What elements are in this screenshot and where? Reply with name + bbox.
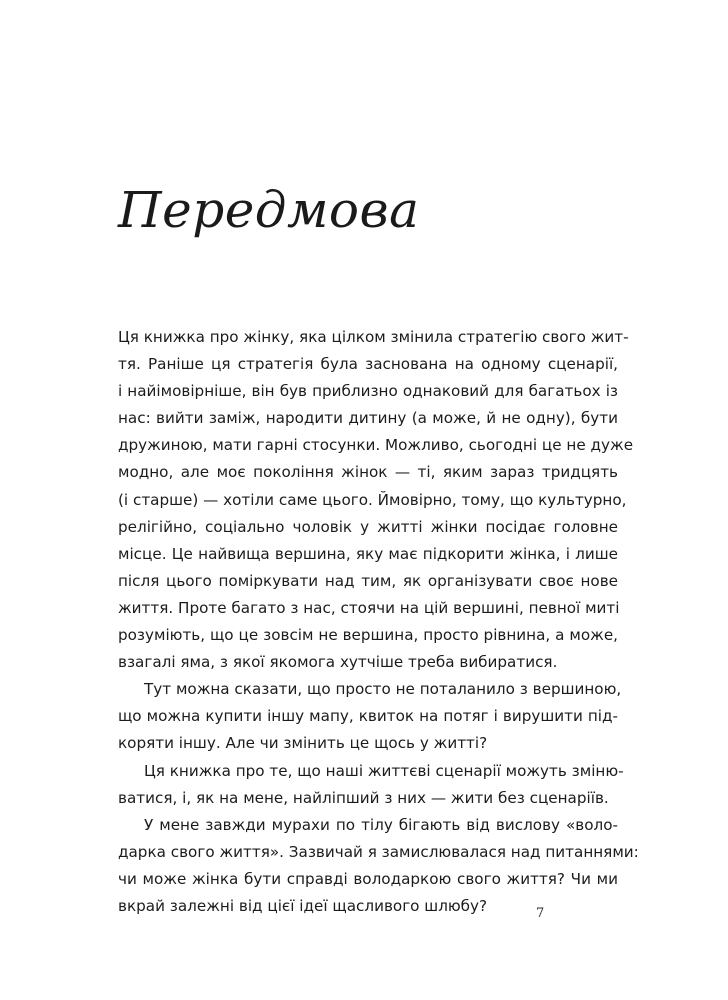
- text-line: дарка свого життя». Зазвичай я замислювалася над питаннями:: [118, 842, 639, 861]
- text-line: (і старше) — хотіли саме цього. Ймовірно, тому, що культурно,: [118, 490, 627, 509]
- text-line: модно, але моє покоління жінок — ті, яким зараз тридцять: [118, 463, 618, 482]
- text-line: після цього поміркувати над тим, як організувати своє нове: [118, 571, 618, 590]
- text-line: дружиною, мати гарні стосунки. Можливо, сьогодні це не дуже: [118, 436, 634, 455]
- text-line: розуміють, що це зовсім не вершина, просто рівнина, а може,: [118, 626, 618, 645]
- text-line: релігійно, соціально чоловік у житті жінки посідає головне: [118, 517, 618, 536]
- body-text: [118, 324, 639, 920]
- text-line: взагалі яма, з якої якомога хутчіше треба вибиратися.: [118, 653, 558, 672]
- text-line: чи може жінка бути справді володаркою свого життя? Чи ми: [118, 869, 618, 888]
- text-line: Ця книжка про жінку, яка цілком змінила стратегію свого жит-: [118, 328, 629, 346]
- text-line: нас: вийти заміж, народити дитину (а може, й не одну), бути: [118, 409, 618, 428]
- text-line: життя. Проте багато з нас, стоячи на цій вершині, певної миті: [118, 598, 620, 617]
- text-line: Ця книжка про те, що наші життєві сценарії можуть зміню-: [144, 761, 624, 780]
- text-line: коряти іншу. Але чи змінить це щось у житті?: [118, 734, 488, 753]
- text-line: вкрай залежні від цієї ідеї щасливого шлюбу?: [118, 896, 488, 915]
- page-number: 7: [536, 906, 545, 921]
- text-line: Тут можна сказати, що просто не поталанило з вершиною,: [144, 680, 622, 699]
- text-line: тя. Раніше ця стратегія була заснована на одному сценарії,: [118, 355, 618, 374]
- text-line: місце. Це найвища вершина, яку має підкорити жінка, і лише: [118, 544, 618, 563]
- chapter-title: Передмова: [118, 181, 420, 239]
- text-line: і найімовірніше, він був приблизно однаковий для багатьох із: [118, 382, 618, 401]
- text-line: ватися, і, як на мене, найліпший з них — жити без сценаріїв.: [118, 788, 609, 807]
- text-line: що можна купити іншу мапу, квиток на потяг і вирушити під-: [118, 707, 618, 726]
- text-line: У мене завжди мурахи по тілу бігають від вислову «воло-: [144, 815, 618, 834]
